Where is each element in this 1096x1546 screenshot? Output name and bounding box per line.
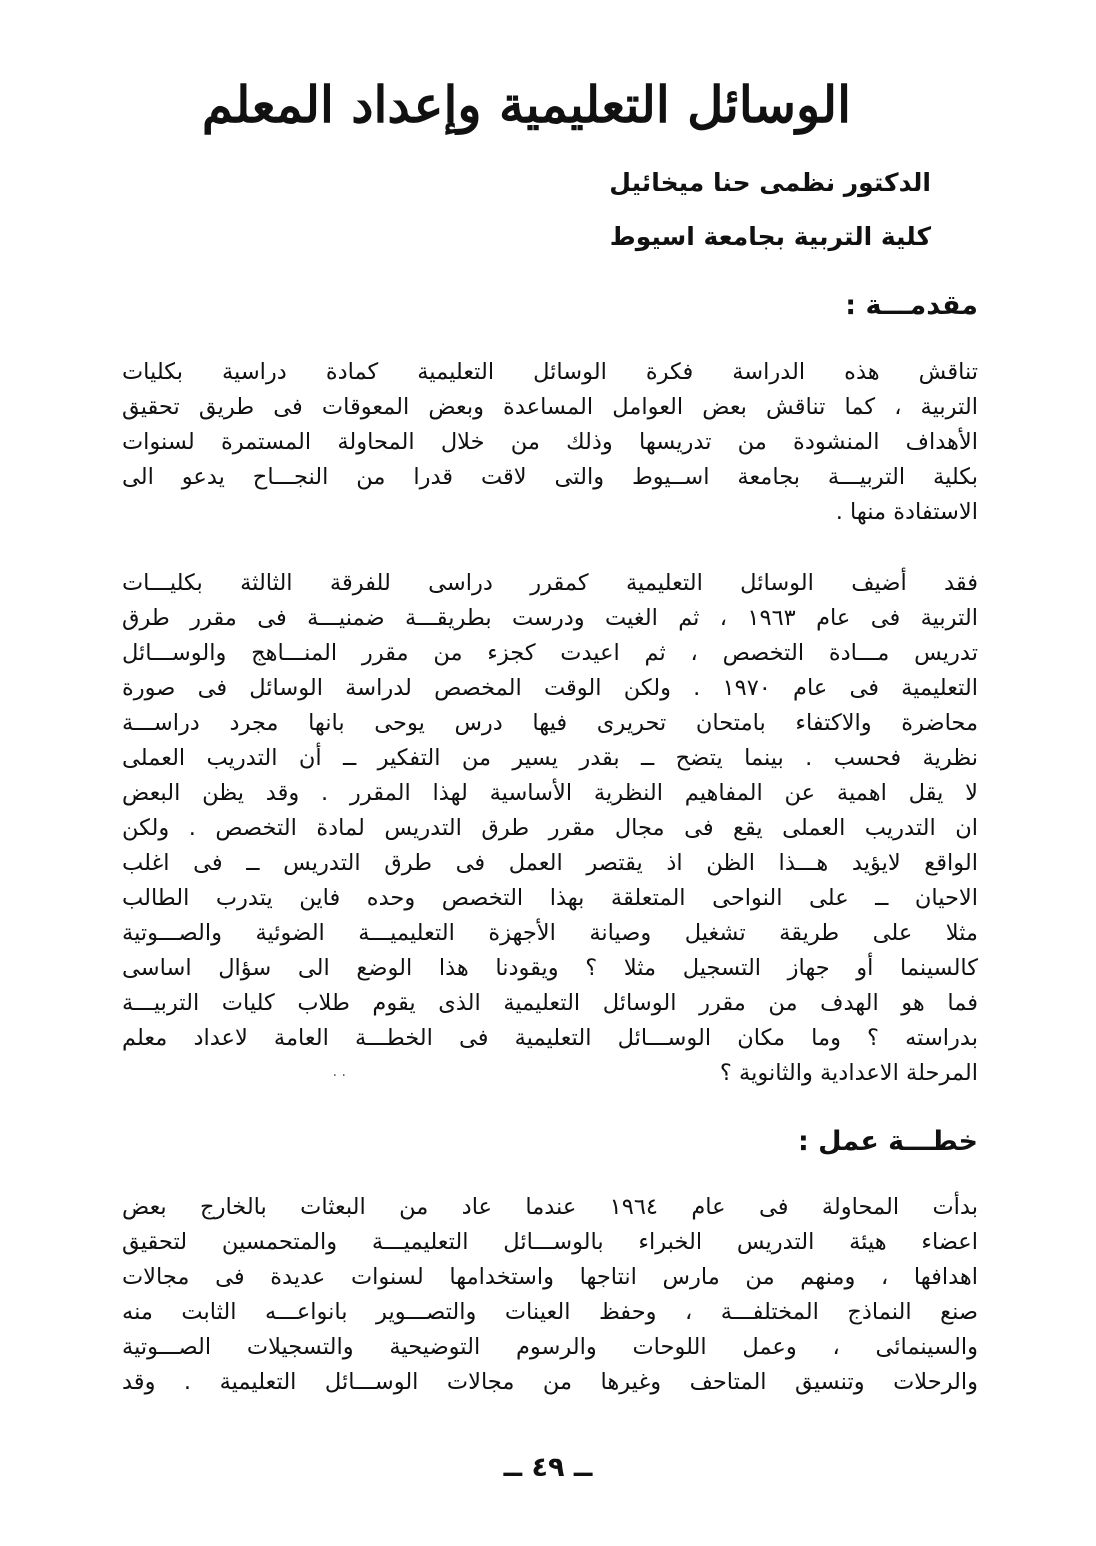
text-line: فقد أضيف الوسائل التعليمية كمقرر دراسى للفرقة الثالثة بكليـــات bbox=[122, 570, 978, 596]
text-line: فما هو الهدف من مقرر الوسائل التعليمية الذى يقوم طلاب كليات التربيـــة bbox=[122, 990, 978, 1016]
text-line: اهدافها ، ومنهم من مارس انتاجها واستخدامها لسنوات عديدة فى مجالات bbox=[122, 1264, 978, 1290]
text-line: والسينمائى ، وعمل اللوحات والرسوم التوضيحية والتسجيلات الصـــوتية bbox=[122, 1334, 978, 1360]
text-line: الاحيان ــ على النواحى المتعلقة بهذا التخصص وحده فاين يتدرب الطالب bbox=[122, 885, 978, 911]
text-line: بدراسته ؟ وما مكان الوســـائل التعليمية فى الخطـــة العامة لاعداد معلم bbox=[122, 1025, 978, 1051]
author-name: الدكتور نظمى حنا ميخائيل bbox=[609, 168, 931, 197]
text-line: التربية فى عام ١٩٦٣ ، ثم الغيت ودرست بطريقـــة ضمنيـــة فى مقرر طرق bbox=[122, 605, 978, 631]
text-line: نظرية فحسب . بينما يتضح ــ بقدر يسير من التفكير ــ أن التدريب العملى bbox=[122, 745, 978, 771]
text-line: الواقع لايؤيد هـــذا الظن اذ يقتصر العمل فى طرق التدريس ــ فى اغلب bbox=[122, 850, 978, 876]
text-line: تدريس مـــادة التخصص ، ثم اعيدت كجزء من مقرر المنـــاهج والوســـائل bbox=[122, 640, 978, 666]
text-line: مثلا على طريقة تشغيل وصيانة الأجهزة التعليميـــة الضوئية والصـــوتية bbox=[122, 920, 978, 946]
text-line: المرحلة الاعدادية والثانوية ؟ bbox=[719, 1060, 978, 1086]
scan-speck: · · bbox=[332, 1068, 346, 1084]
text-line: والرحلات وتنسيق المتاحف وغيرها من مجالات الوســـائل التعليمية . وقد bbox=[122, 1369, 978, 1395]
text-line: الاستفادة منها . bbox=[835, 499, 978, 525]
body-paragraph bbox=[122, 566, 978, 1091]
plan-heading: خطـــة عمل : bbox=[797, 1126, 978, 1157]
text-line: صنع النماذج المختلفـــة ، وحفظ العينات والتصـــوير بانواعـــه الثابت منه bbox=[122, 1299, 978, 1325]
author-affiliation: كلية التربية بجامعة اسيوط bbox=[609, 222, 931, 251]
text-line: محاضرة والاكتفاء بامتحان تحريرى فيها درس يوحى بانها مجرد دراســـة bbox=[122, 710, 978, 736]
page-number: ــ ٤٩ ــ bbox=[503, 1452, 593, 1483]
plan-paragraph bbox=[122, 1190, 978, 1400]
text-line: التربية ، كما تناقش بعض العوامل المساعدة وبعض المعوقات فى طريق تحقيق bbox=[122, 394, 978, 420]
text-line: بدأت المحاولة فى عام ١٩٦٤ عندما عاد من البعثات بالخارج بعض bbox=[122, 1194, 978, 1220]
intro-paragraph bbox=[122, 355, 978, 530]
text-line: كالسينما أو جهاز التسجيل مثلا ؟ ويقودنا هذا الوضع الى سؤال اساسى bbox=[122, 955, 978, 981]
text-line: لا يقل اهمية عن المفاهيم النظرية الأساسية لهذا المقرر . وقد يظن البعض bbox=[122, 780, 978, 806]
intro-heading: مقدمـــة : bbox=[845, 290, 978, 321]
article-title: الوسائل التعليمية وإعداد المعلم bbox=[201, 75, 851, 134]
text-line: اعضاء هيئة التدريس الخبراء بالوســـائل التعليميـــة والمتحمسين لتحقيق bbox=[122, 1229, 978, 1255]
text-line: الأهداف المنشودة من تدريسها وذلك من خلال المحاولة المستمرة لسنوات bbox=[122, 429, 978, 455]
text-line: التعليمية فى عام ١٩٧٠ . ولكن الوقت المخصص لدراسة الوسائل فى صورة bbox=[122, 675, 978, 701]
text-line: تناقش هذه الدراسة فكرة الوسائل التعليمية كمادة دراسية بكليات bbox=[122, 359, 978, 385]
text-line: ان التدريب العملى يقع فى مجال مقرر طرق التدريس لمادة التخصص . ولكن bbox=[122, 815, 978, 841]
text-line: بكلية التربيـــة بجامعة اســيوط والتى لاقت قدرا من النجـــاح يدعو الى bbox=[122, 464, 978, 490]
